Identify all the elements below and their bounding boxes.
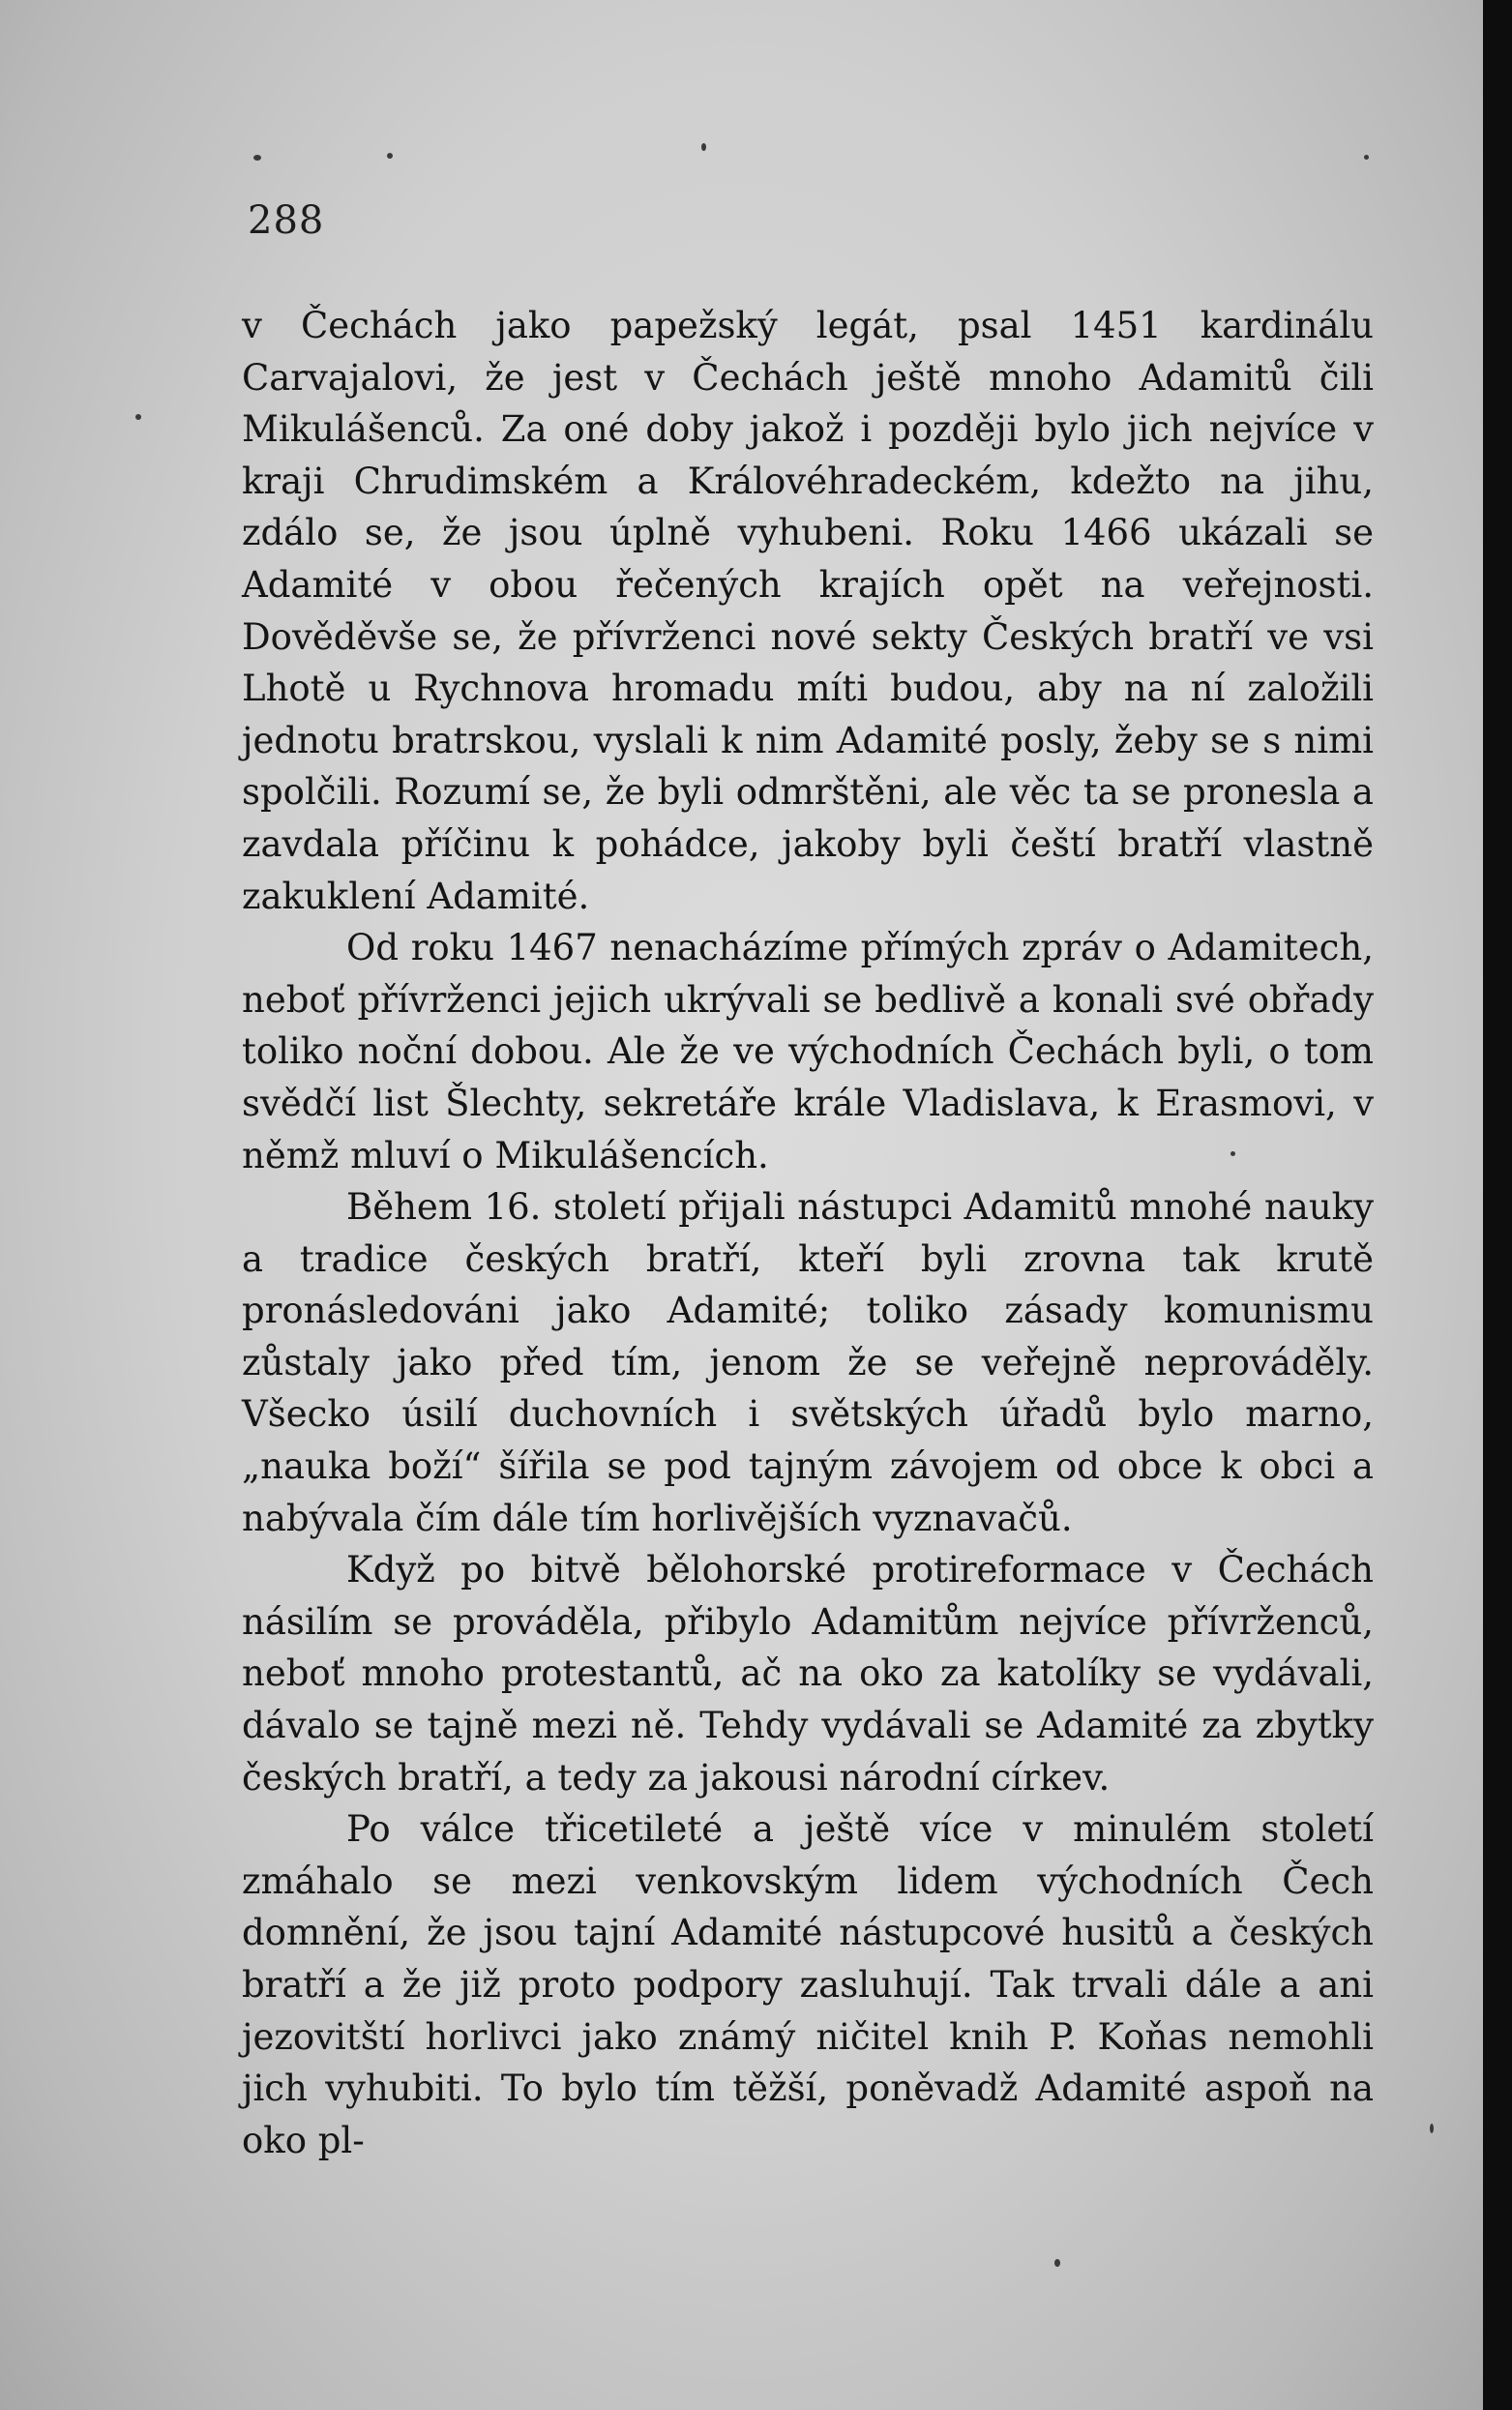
paragraph-1: v Čechách jako papežský legát, psal 1451 kardinálu Carvajalovi, že jest v Čechách ještě mnoho Adamitů čili Mikulášenců. Za oné doby jakož i později bylo jich nejvíce v kraji Chrudimském a Královéhradeckém, kdežto na jihu, zdálo se, že jsou úplně vyhubeni. Roku 1466 ukázali se Adamité v obou řečených krajích opět na veřejnosti. Dověděvše se, že přívrženci nové sekty Českých bratří ve vsi Lhotě u Rychnova hromadu míti budou, aby na ní založili jednotu bratrskou, vyslali k nim Adamité posly, žeby se s nimi spolčili. Rozumí se, že byli odmrštěni, ale věc ta se pronesla a zavdala příčinu k pohádce, jakoby byli čeští bratří vlastně zakuklení Adamité.	[242, 305, 1374, 917]
scan-speck	[387, 153, 393, 159]
scan-edge	[1483, 0, 1512, 2410]
paragraph-3: Během 16. století přijali nástupci Adamitů mnohé nauky a tradice českých bratří, kteří byli zrovna tak krutě pronásledováni jako Adamité; toliko zásady komunismu zůstaly jako před tím, jenom že se veřejně neprováděly. Všecko úsilí duchovních i světských úřadů bylo marno, „nauka boží“ šířila se pod tajným závojem od obce k obci a nabývala čím dále tím horlivějších vyznavačů.	[242, 1186, 1374, 1539]
scan-speck	[135, 414, 141, 420]
scan-speck	[701, 143, 706, 151]
paragraph-5: Po válce třicetileté a ještě více v minulém století zmáhalo se mezi venkovským lidem východních Čech domnění, že jsou tajní Adamité nástupcové husitů a českých bratří a že již proto podpory zasluhují. Tak trvali dále a ani jezovitští horlivci jako známý ničitel knih P. Koňas nemohli jich vyhubiti. To bylo tím těžší, poněvadž Adamité aspoň na oko pl-	[242, 1808, 1374, 2161]
scan-speck	[1230, 1151, 1235, 1156]
body-text	[242, 300, 1374, 2166]
scan-speck	[253, 155, 261, 161]
paragraph-2: Od roku 1467 nenacházíme přímých zpráv o Adamitech, neboť přívrženci jejich ukrývali se bedlivě a konali své obřady toliko noční dobou. Ale že ve východních Čechách byli, o tom svědčí list Šlechty, sekretáře krále Vladislava, k Erasmovi, v němž mluví o Mikulášencích.	[242, 927, 1374, 1176]
scan-speck	[1054, 2259, 1060, 2267]
paragraph-4: Když po bitvě bělohorské protireformace v Čechách násilím se prováděla, přibylo Adamitům nejvíce přívrženců, neboť mnoho protestantů, ač na oko za katolíky se vydávali, dávalo se tajně mezi ně. Tehdy vydávali se Adamité za zbytky českých bratří, a tedy za jakousi národní církev.	[242, 1549, 1374, 1799]
scan-speck	[1364, 155, 1369, 160]
page-number: 288	[248, 198, 325, 243]
scan-speck	[1430, 2124, 1434, 2133]
